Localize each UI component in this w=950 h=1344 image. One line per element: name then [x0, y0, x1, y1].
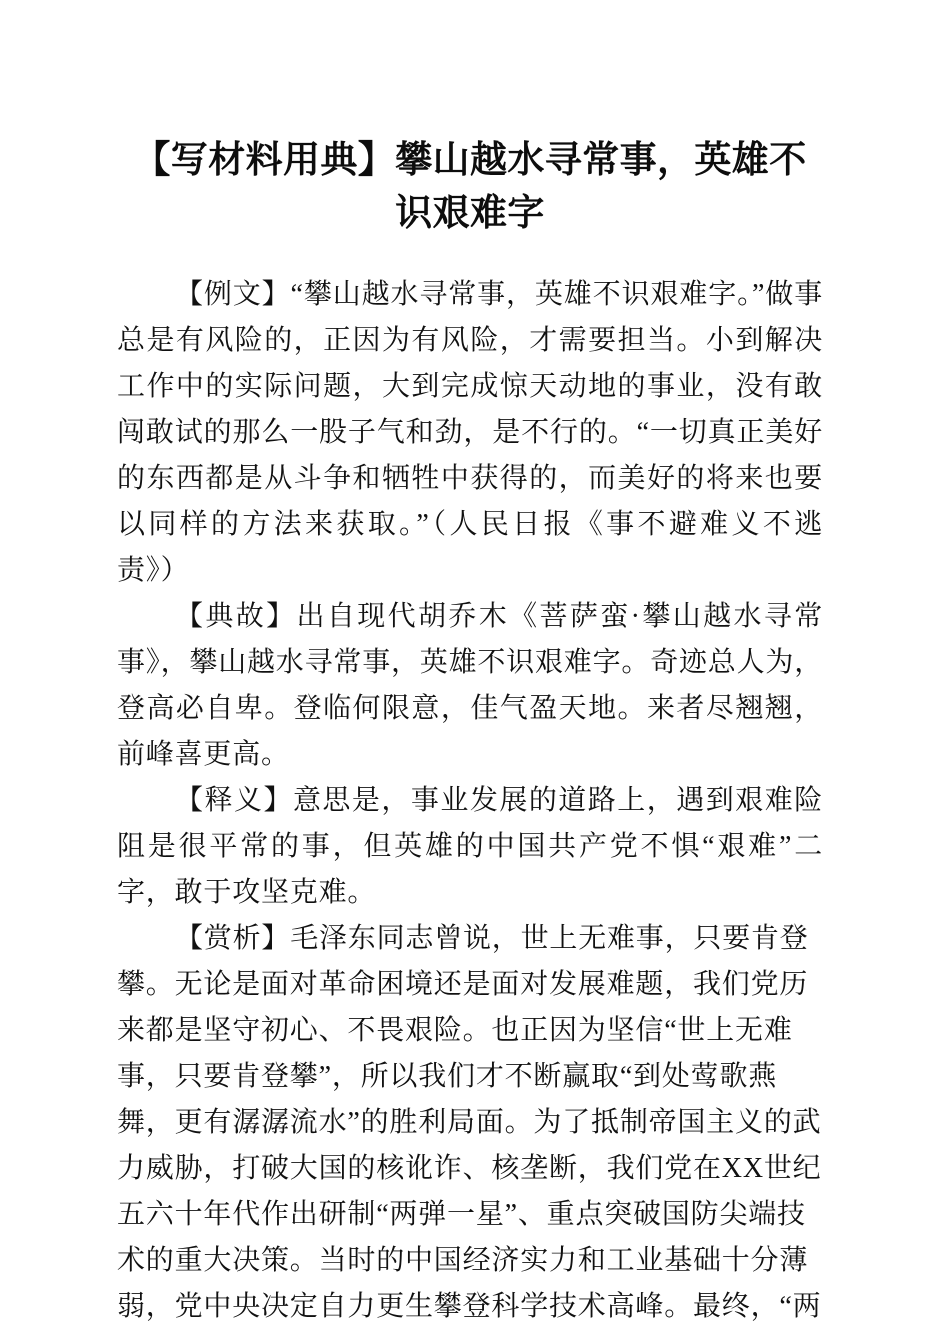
paragraph-liwen: 【例文】“攀山越水寻常事，英雄不识艰难字。”做事总是有风险的，正因为有风险，才需要担当。小到解决工作中的实际问题，大到完成惊天动地的事业，没有敢闯敢试的那么一股子气和劲，是不行的。“一切真正美好的东西都是从斗争和牺牲中获得的，而美好的将来也要以同样的方法来获取。”（人民日报《事不避难义不逃责》）	[117, 279, 823, 586]
page-title: 【写材料用典】攀山越水寻常事，英雄不识艰难字	[133, 137, 807, 234]
paragraph-diangu: 【典故】出自现代胡乔木《菩萨蛮·攀山越水寻常事》，攀山越水寻常事，英雄不识艰难字。奇迹总人为，登高必自卑。登临何限意，佳气盈天地。来者尽翘翘，前峰喜更高。	[117, 601, 824, 770]
paragraph-shiyi: 【释义】意思是，事业发展的道路上，遇到艰难险阻是很平常的事，但英雄的中国共产党不惧“艰难”二字，敢于攻坚克难。	[117, 785, 823, 908]
document-body	[117, 272, 823, 1330]
paragraph-shangxi: 【赏析】毛泽东同志曾说，世上无难事，只要肯登攀。无论是面对革命困境还是面对发展难题，我们党历来都是坚守初心、不畏艰险。也正因为坚信“世上无难事，只要肯登攀”，所以我们才不断赢取“到处莺歌燕舞，更有潺潺流水”的胜利局面。为了抵制帝国主义的武力威胁，打破大国的核讹诈、核垄断，我们党在XX世纪五六十年代作出研制“两弹一星”、重点突破国防尖端技术的重大决策。当时的中国经济实力和工业基础十分薄弱，党中央决定自力更生攀登科学技术高峰。最终，“两	[117, 923, 822, 1322]
